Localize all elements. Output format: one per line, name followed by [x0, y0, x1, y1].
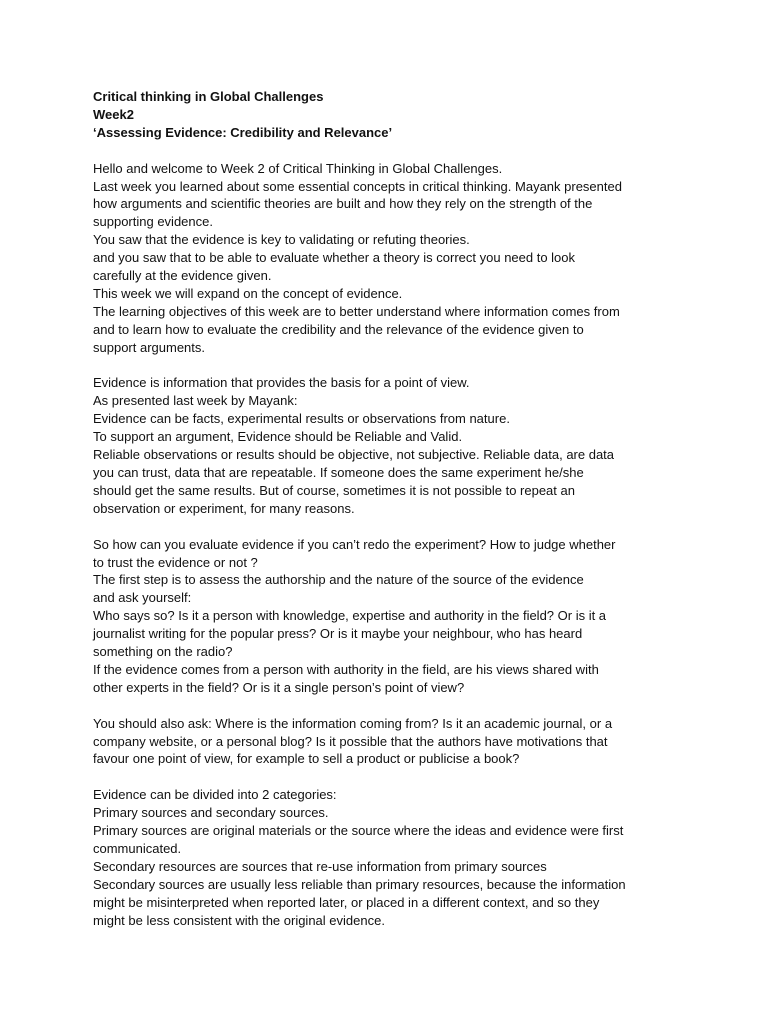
text-line: favour one point of view, for example to sell a product or publicise a book? [93, 751, 520, 767]
text-line: As presented last week by Mayank: [93, 393, 298, 409]
document-body [93, 88, 693, 930]
text-line: Evidence can be facts, experimental results or observations from nature. [93, 411, 510, 427]
text-line: If the evidence comes from a person with authority in the field, are his views shared with [93, 661, 599, 677]
text-line: Reliable observations or results should be objective, not subjective. Reliable data, are data [93, 447, 615, 463]
text-line: you can trust, data that are repeatable. If someone does the same experiment he/she [93, 465, 584, 480]
text-line: Who says so? Is it a person with knowledge, expertise and authority in the field? Or is it a [93, 608, 607, 624]
document-header [93, 88, 693, 142]
text-line: might be misinterpreted when reported later, or placed in a different context, and so they [93, 894, 600, 910]
text-line: The first step is to assess the authorship and the nature of the source of the evidence [93, 572, 584, 588]
text-line: Primary sources and secondary sources. [93, 805, 329, 821]
paragraph-spacer [93, 518, 693, 536]
text-line: supporting evidence. [93, 214, 213, 230]
paragraph [93, 715, 693, 769]
text-line: company website, or a personal blog? Is it possible that the authors have motivations that [93, 733, 608, 749]
document-subtitle: ‘Assessing Evidence: Credibility and Relevance’ [93, 124, 393, 140]
text-line: To support an argument, Evidence should be Reliable and Valid. [93, 429, 463, 445]
text-line: This week we will expand on the concept of evidence. [93, 285, 403, 301]
paragraph-spacer [93, 357, 693, 375]
paragraph-spacer [93, 768, 693, 786]
text-line: and ask yourself: [93, 590, 192, 606]
text-line: Evidence is information that provides the basis for a point of view. [93, 375, 470, 391]
text-line: and to learn how to evaluate the credibility and the relevance of the evidence given to [93, 321, 584, 337]
text-line: other experts in the field? Or is it a single person’s point of view? [93, 679, 465, 695]
paragraph [93, 374, 693, 517]
text-line: to trust the evidence or not ? [93, 554, 258, 570]
text-line: Primary sources are original materials or the source where the ideas and evidence were first [93, 823, 624, 839]
text-line: might be less consistent with the original evidence. [93, 912, 385, 928]
paragraph [93, 786, 693, 929]
paragraph [93, 536, 693, 697]
text-line: The learning objectives of this week are to better understand where information comes from [93, 303, 620, 319]
text-line: You should also ask: Where is the information coming from? Is it an academic journal, or a [93, 715, 613, 731]
week-label: Week2 [93, 106, 134, 122]
text-line: journalist writing for the popular press? Or is it maybe your neighbour, who has heard [93, 626, 583, 642]
text-line: and you saw that to be able to evaluate whether a theory is correct you need to look [93, 250, 576, 266]
document-title: Critical thinking in Global Challenges [93, 89, 324, 104]
text-line: carefully at the evidence given. [93, 268, 272, 284]
paragraph-spacer [93, 697, 693, 715]
text-line: communicated. [93, 840, 182, 856]
text-line: So how can you evaluate evidence if you can’t redo the experiment? How to judge whether [93, 536, 616, 552]
paragraphs-container [93, 160, 693, 930]
text-line: You saw that the evidence is key to validating or refuting theories. [93, 232, 470, 248]
text-line: should get the same results. But of course, sometimes it is not possible to repeat an [93, 482, 575, 498]
text-line: Evidence can be divided into 2 categories: [93, 787, 337, 803]
spacer [93, 142, 693, 160]
text-line: observation or experiment, for many reasons. [93, 500, 355, 516]
paragraph [93, 160, 693, 357]
text-line: Secondary resources are sources that re-use information from primary sources [93, 858, 547, 874]
text-line: Last week you learned about some essential concepts in critical thinking. Mayank presented [93, 178, 622, 194]
text-line: support arguments. [93, 339, 206, 355]
text-line: how arguments and scientific theories are built and how they rely on the strength of the [93, 196, 593, 212]
text-line: Secondary sources are usually less reliable than primary resources, because the information [93, 876, 626, 892]
text-line: Hello and welcome to Week 2 of Critical Thinking in Global Challenges. [93, 160, 503, 176]
text-line: something on the radio? [93, 644, 233, 660]
